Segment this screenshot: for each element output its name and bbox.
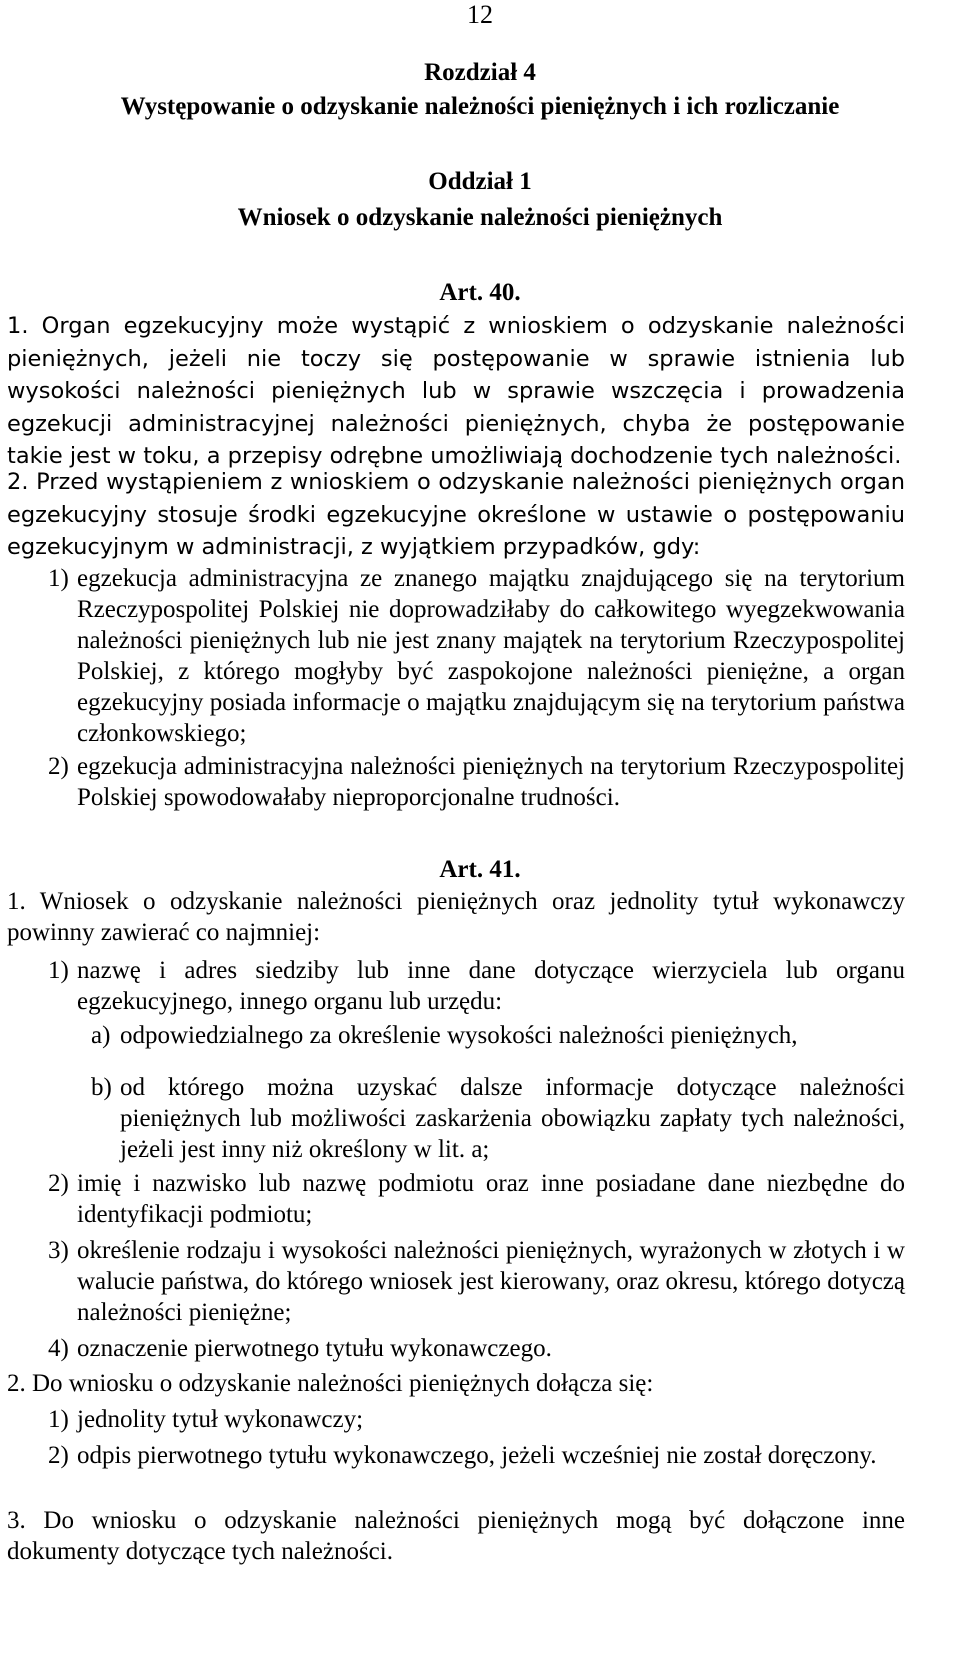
item-number: 1) bbox=[48, 1406, 69, 1433]
item-text: od którego można uzyskać dalsze informacje dotyczące należności pieniężnych lub możliwości zaskarżenia obowiązku zapłaty tych należności, jeżeli jest inny niż określony w lit. a; bbox=[120, 1074, 905, 1163]
item-text: nazwę i adres siedziby lub inne dane dotyczące wierzyciela lub organu egzekucyjnego, innego organu lub urzędu: bbox=[77, 957, 905, 1015]
article-40-paragraph-2: 2. Przed wystąpieniem z wnioskiem o odzyskanie należności pieniężnych organ egzekucyjny stosuje środki egzekucyjne określone w ustawie o postępowaniu egzekucyjnym w administracji, z wyjątkiem przypadków, gdy: bbox=[7, 469, 905, 560]
article-41-p1-item-1 bbox=[48, 955, 905, 1017]
article-40-paragraph-1: 1. Organ egzekucyjny może wystąpić z wnioskiem o odzyskanie należności pieniężnych, jeżeli nie toczy się postępowanie w sprawie istnienia lub wysokości należności pieniężnych lub w sprawie wszczęcia i prowadzenia egzekucji administracyjnej należności pieniężnych, chyba że postępowanie takie jest w toku, a przepisy odrębne umożliwiają dochodzenie tych należności. bbox=[7, 313, 905, 469]
article-41-p1-item-1a bbox=[91, 1020, 905, 1051]
page-number: 12 bbox=[467, 0, 493, 29]
item-number: 1) bbox=[48, 957, 69, 984]
article-41-paragraph-2: 2. Do wniosku o odzyskanie należności pieniężnych dołącza się: bbox=[7, 1370, 654, 1397]
article-41-p2-item-1 bbox=[48, 1404, 905, 1435]
article-41-heading: Art. 41. bbox=[439, 856, 521, 883]
item-number: 2) bbox=[48, 753, 69, 780]
item-text: egzekucja administracyjna należności pieniężnych na terytorium Rzeczypospolitej Polskiej spowodowałaby nieproporcjonalne trudności. bbox=[77, 753, 905, 811]
article-41-p1-item-2 bbox=[48, 1168, 905, 1230]
item-text: oznaczenie pierwotnego tytułu wykonawczego. bbox=[77, 1335, 552, 1362]
item-number: 2) bbox=[48, 1442, 69, 1469]
item-text: odpis pierwotnego tytułu wykonawczego, jeżeli wcześniej nie został doręczony. bbox=[77, 1442, 877, 1469]
item-letter: a) bbox=[91, 1022, 111, 1049]
article-41-paragraph-3: 3. Do wniosku o odzyskanie należności pieniężnych mogą być dołączone inne dokumenty dotyczące tych należności. bbox=[7, 1507, 905, 1565]
chapter-subtitle: Występowanie o odzyskanie należności pieniężnych i ich rozliczanie bbox=[120, 93, 840, 120]
item-text: imię i nazwisko lub nazwę podmiotu oraz inne posiadane dane niezbędne do identyfikacji podmiotu; bbox=[77, 1170, 905, 1228]
item-number: 2) bbox=[48, 1170, 69, 1197]
article-41-paragraph-1: 1. Wniosek o odzyskanie należności pieniężnych oraz jednolity tytuł wykonawczy powinny zawierać co najmniej: bbox=[7, 888, 905, 946]
section-title: Oddział 1 bbox=[428, 168, 532, 195]
item-text: egzekucja administracyjna ze znanego majątku znajdującego się na terytorium Rzeczypospolitej Polskiej nie doprowadziłaby do całkowitego wyegzekwowania należności pieniężnych lub nie jest znany majątek na terytorium Rzeczypospolitej Polskiej, z którego mogłyby być zaspokojone należności pieniężne, a organ egzekucyjny posiada informacje o majątku znajdującym się na terytorium państwa członkowskiego; bbox=[77, 565, 905, 747]
article-40-p2-item-1 bbox=[48, 563, 905, 749]
item-number: 4) bbox=[48, 1335, 69, 1362]
item-text: odpowiedzialnego za określenie wysokości należności pieniężnych, bbox=[120, 1022, 798, 1049]
item-text: jednolity tytuł wykonawczy; bbox=[77, 1406, 364, 1433]
article-41-p1-item-1b bbox=[91, 1072, 905, 1165]
item-letter: b) bbox=[91, 1074, 112, 1101]
article-41-p2-item-2 bbox=[48, 1440, 905, 1471]
item-number: 3) bbox=[48, 1237, 69, 1264]
chapter-title: Rozdział 4 bbox=[424, 59, 536, 86]
article-40-p2-item-2 bbox=[48, 751, 905, 813]
article-41-p1-item-3 bbox=[48, 1235, 905, 1328]
item-number: 1) bbox=[48, 565, 69, 592]
item-text: określenie rodzaju i wysokości należności pieniężnych, wyrażonych w złotych i w walucie państwa, do którego wniosek jest kierowany, oraz okresu, którego dotyczą należności pieniężne; bbox=[77, 1237, 905, 1326]
section-subtitle: Wniosek o odzyskanie należności pieniężnych bbox=[237, 204, 723, 231]
article-40-heading: Art. 40. bbox=[439, 279, 521, 306]
article-41-p1-item-4 bbox=[48, 1333, 905, 1364]
